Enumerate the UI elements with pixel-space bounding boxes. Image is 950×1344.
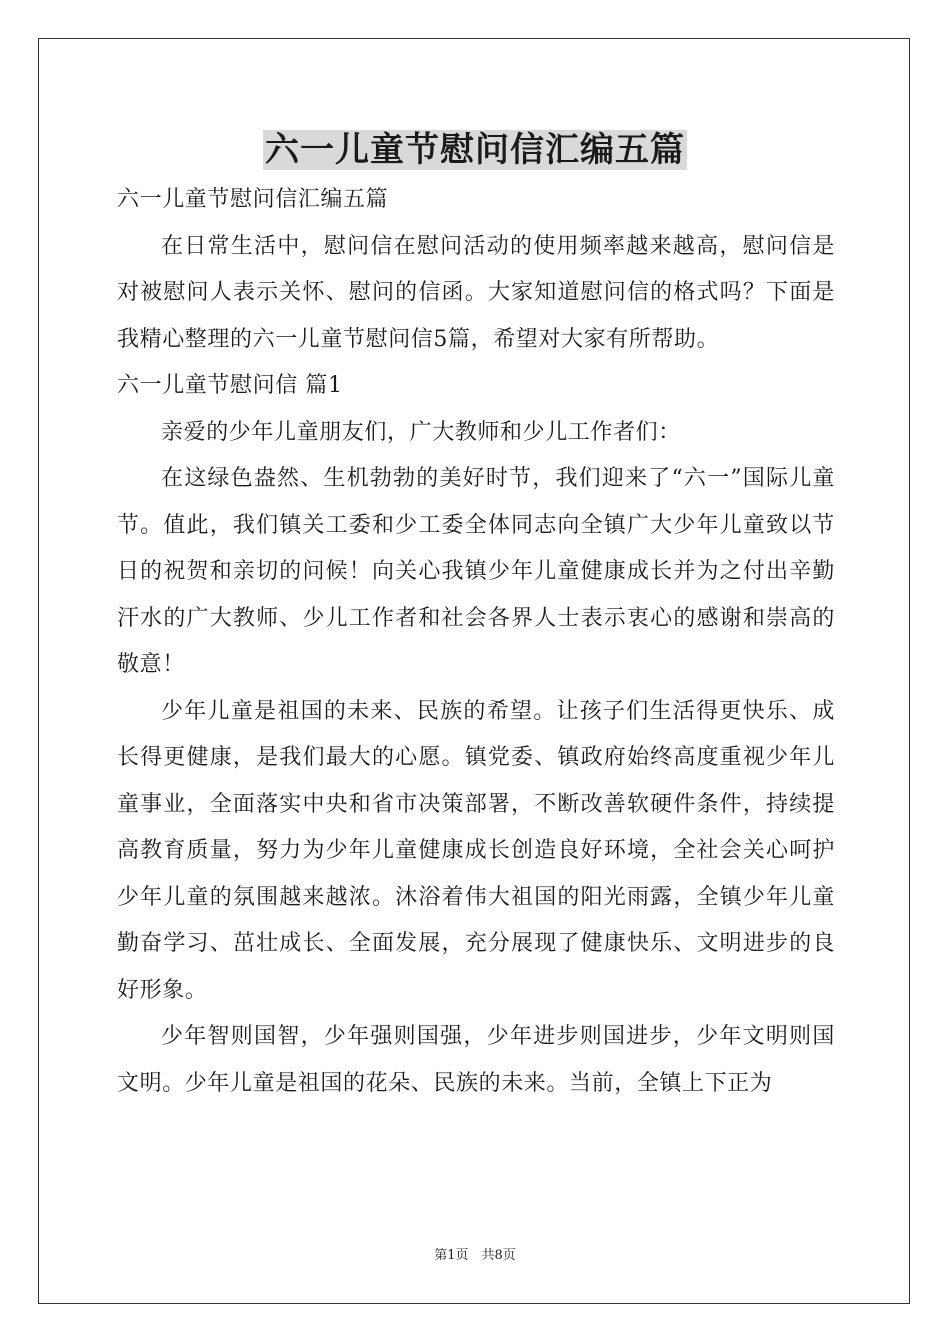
- section-heading: 六一儿童节慰问信 篇1: [117, 373, 343, 398]
- paragraph-subtitle: 六一儿童节慰问信汇编五篇: [117, 187, 389, 212]
- paragraph-future: 少年儿童是祖国的未来、民族的希望。让孩子们生活得更快乐、成长得更健康，是我们最大的心愿。镇党委、镇政府始终高度重视少年儿童事业，全面落实中央和省市决策部署，不断改善软硬件条件，持续提高教育质量，努力为少年儿童健康成长创造良好环境，全社会关心呵护少年儿童的氛围越来越浓。沐浴着伟大祖国的阳光雨露，全镇少年儿童勤奋学习、茁壮成长、全面发展，充分展现了健康快乐、文明进步的良好形象。: [117, 698, 835, 1003]
- paragraph-greeting: 在这绿色盎然、生机勃勃的美好时节，我们迎来了“六一”国际儿童节。值此，我们镇关工委和少工委全体同志向全镇广大少年儿童致以节日的祝贺和亲切的问候！向关心我镇少年儿童健康成长并为之付出辛勤汗水的广大教师、少儿工作者和社会各界人士表示衷心的感谢和崇高的敬意！: [117, 466, 835, 677]
- document-body: [117, 177, 835, 1107]
- page-footer: 第1页 共8页: [434, 1248, 516, 1263]
- paragraph-salutation: 亲爱的少年儿童朋友们，广大教师和少儿工作者们：: [161, 419, 681, 445]
- paragraph-strength: 少年智则国智，少年强则国强，少年进步则国进步，少年文明则国文明。少年儿童是祖国的花朵、民族的未来。当前，全镇上下正为: [117, 1024, 835, 1096]
- document-title-text: 六一儿童节慰问信汇编五篇: [265, 130, 685, 170]
- document-title: [0, 125, 950, 175]
- paragraph-intro: 在日常生活中，慰问信在慰问活动的使用频率越来越高，慰问信是对被慰问人表示关怀、慰问的信函。大家知道慰问信的格式吗？下面是我精心整理的六一儿童节慰问信5篇，希望对大家有所帮助。: [117, 233, 835, 352]
